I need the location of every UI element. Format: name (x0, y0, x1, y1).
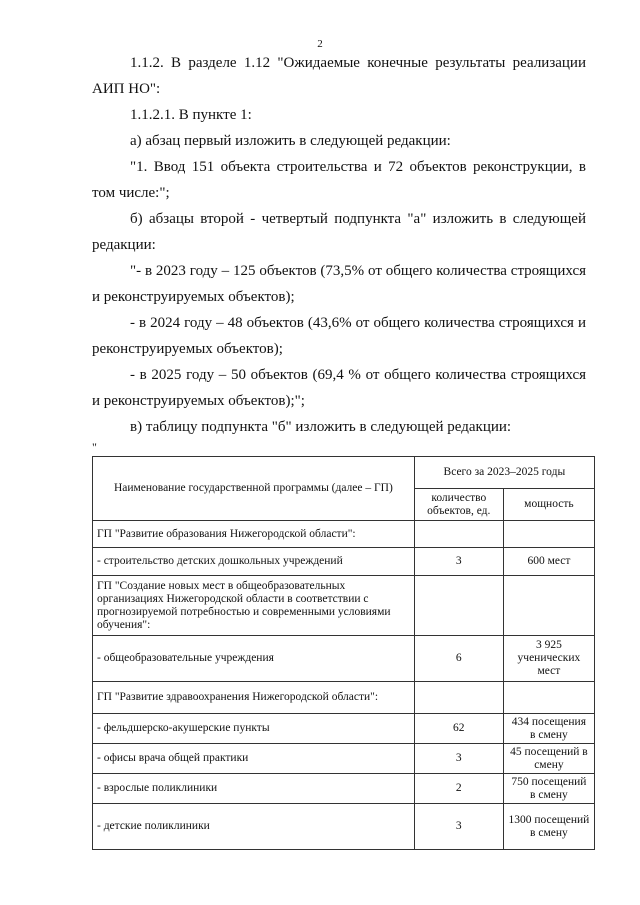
table-row (93, 576, 595, 636)
row-name: ГП "Развитие здравоохранения Нижегородской области": (93, 682, 415, 714)
table-header-row (93, 457, 595, 489)
row-count (414, 521, 503, 548)
paragraph-1-1-2-1: 1.1.2.1. В пункте 1: (130, 107, 252, 123)
table-row (93, 714, 595, 744)
row-count (414, 682, 503, 714)
table-row (93, 804, 595, 850)
table-row (93, 521, 595, 548)
row-name: - фельдшерско-акушерские пункты (93, 714, 415, 744)
header-capacity: мощность (503, 489, 594, 521)
row-capacity (503, 682, 594, 714)
table-row (93, 548, 595, 576)
table-row (93, 636, 595, 682)
paragraph-2023: "- в 2023 году – 125 объектов (73,5% от общего количества строящихся и реконструируемых объектов); (92, 263, 586, 305)
paragraph-v: в) таблицу подпункта "б" изложить в следующей редакции: (130, 419, 512, 435)
row-name: - взрослые поликлиники (93, 774, 415, 804)
header-count: количество объектов, ед. (414, 489, 503, 521)
paragraph-2024: - в 2024 году – 48 объектов (43,6% от общего количества строящихся и реконструируемых объектов); (92, 315, 586, 357)
row-capacity: 45 посещений в смену (503, 744, 594, 774)
row-capacity: 434 посещения в смену (503, 714, 594, 744)
row-name: ГП "Развитие образования Нижегородской области": (93, 521, 415, 548)
page-number: 2 (317, 38, 323, 50)
row-count: 3 (414, 548, 503, 576)
paragraph-1-1-2: 1.1.2. В разделе 1.12 "Ожидаемые конечные результаты реализации АИП НО": (92, 55, 586, 97)
row-name: - офисы врача общей практики (93, 744, 415, 774)
row-capacity: 3 925 ученических мест (503, 636, 594, 682)
paragraph-b: б) абзацы второй - четвертый подпункта "а" изложить в следующей редакции: (92, 211, 586, 253)
table-row (93, 744, 595, 774)
paragraph-quote-1: "1. Ввод 151 объекта строительства и 72 объектов реконструкции, в том числе:"; (92, 159, 586, 201)
objects-table (92, 456, 595, 850)
paragraph-a: а) абзац первый изложить в следующей редакции: (130, 133, 451, 149)
header-total-group: Всего за 2023–2025 годы (414, 457, 594, 489)
header-program-name: Наименование государственной программы (далее – ГП) (93, 457, 415, 521)
row-count: 3 (414, 744, 503, 774)
row-name: - строительство детских дошкольных учреждений (93, 548, 415, 576)
row-count: 2 (414, 774, 503, 804)
row-capacity: 600 мест (503, 548, 594, 576)
row-count (414, 576, 503, 636)
row-capacity: 750 посещений в смену (503, 774, 594, 804)
row-name: - общеобразовательные учреждения (93, 636, 415, 682)
open-quote: " (92, 440, 97, 454)
row-capacity (503, 521, 594, 548)
row-name: - детские поликлиники (93, 804, 415, 850)
row-count: 6 (414, 636, 503, 682)
paragraph-2025: - в 2025 году – 50 объектов (69,4 % от общего количества строящихся и реконструируемых объектов);"; (92, 367, 586, 409)
row-name: ГП "Создание новых мест в общеобразовательных организациях Нижегородской области в соответствии с прогнозируемой потребностью и современными условиями обучения": (93, 576, 415, 636)
row-capacity: 1300 посещений в смену (503, 804, 594, 850)
row-capacity (503, 576, 594, 636)
table-row (93, 682, 595, 714)
row-count: 62 (414, 714, 503, 744)
row-count: 3 (414, 804, 503, 850)
table-row (93, 774, 595, 804)
